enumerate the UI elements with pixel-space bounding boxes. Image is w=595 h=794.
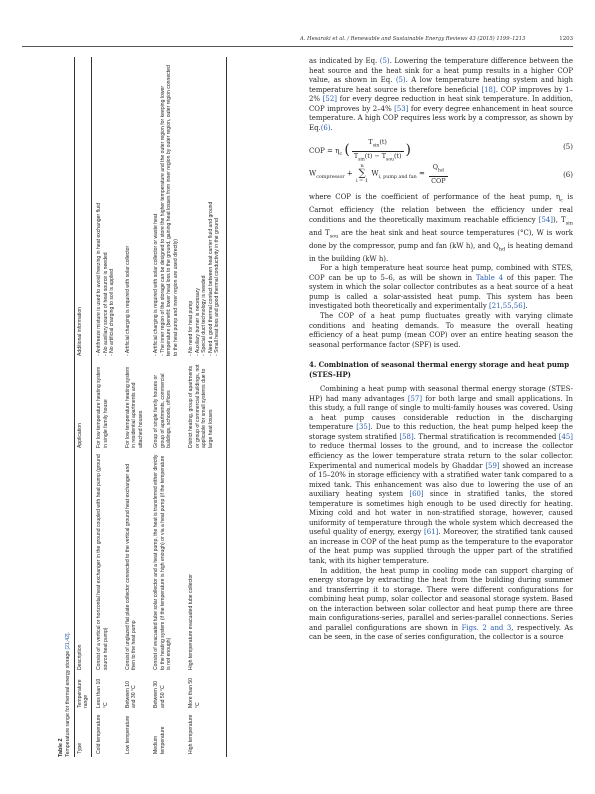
info-item: - Small heat loss and good thermal conductivity in the ground [214, 60, 221, 356]
equation-6: $W_{compressor}$ + n ∑ i = 1 $W_{i, pump and fan}$ = $\frac{Q_{hd}}{\text{COP}}$ (6) [309, 163, 573, 185]
cell-description: Consist of evacuated tube solar collector and a heat pump, the heat is transferred either directly to the heating system (if the temperature is high enough) or via a heat pump (if the temperature is not enough) [153, 454, 173, 670]
cell-info [149, 57, 184, 359]
info-item: - Artificial charging is required with solar collector or waste heat [153, 60, 160, 356]
citation-link[interactable]: [59] [485, 461, 500, 470]
info-item: - Artificial charging is required with solar collector [125, 60, 132, 356]
table-row [149, 57, 184, 757]
cell-description: High temperature evacuated tube collector [184, 451, 226, 673]
body-column [309, 57, 573, 643]
table-row [184, 57, 226, 757]
cell-application: Group of single family houses or group of apartments, commercial buildings, schools, offices [153, 373, 173, 448]
equation-number: (5) [563, 143, 573, 152]
table-2 [58, 57, 288, 757]
citation-link[interactable]: [18] [481, 85, 496, 94]
info-item: - No auxiliary source of heat source is needed [103, 60, 110, 356]
cell-application: District heating, group of apartments or group of commercial buildings, not applicable for small systems due to large heat losses [184, 359, 226, 451]
cell-application: For low temperature heating system in residential apartments and attached houses [124, 366, 144, 448]
temperature-range-table [74, 57, 227, 757]
cell-range: Between 10 and 30 °C [124, 681, 138, 708]
equation-ref[interactable]: (5) [379, 57, 390, 65]
paragraph: For a high temperature heat source heat pump, combined with STES, COP can be up to 5–6, as will be shown in Table 4 of this paper. The system in which the solar collector contributes as a heat source of a heat pump is called a solar-assisted heat pump. This system has been investigated both theoretically and experimentally [21,55,56]. [309, 264, 574, 311]
table-row [121, 57, 150, 757]
col-header-description: Description [75, 451, 92, 673]
table-caption: Temperature range for thermal energy storage [21,42]. [65, 632, 71, 757]
header-rule [22, 46, 573, 47]
paragraph: as indicated by Eq. (5). Lowering the temperature difference between the heat source and the heat sink for a heat pump results in a higher COP value, as shown in Eq. (5). A low temperature heating system and high temperature heat source is therefore beneficial [18]. COP improves by 1–2% [52] for every degree reduction in heat sink temperature. In addition, COP improves by 2–4% [53] for every degree enhancement in heat source temperature. A high COP requires less work by a compressor, as shown by Eq.(6). [309, 57, 574, 132]
running-title: A. Hesaraki et al. / Renewable and Sustainable Energy Reviews 43 (2015) 1199–1213 [300, 36, 526, 42]
citation-link[interactable]: [58] [399, 432, 414, 441]
paragraph: The COP of a heat pump fluctuates greatly with varying climate conditions and heating demands. To measure the overall heating efficiency of a heat pump (mean COP) over an entire heating season the seasonal performance factor (SPF) is used. [309, 311, 573, 349]
citation-link[interactable]: [35] [356, 423, 371, 432]
cell-range: Less than 10 °C [96, 678, 109, 708]
info-item: - No artificial charging to soil is applied [109, 60, 116, 356]
citation-link[interactable]: [52] [322, 95, 337, 104]
table-row [92, 57, 121, 757]
table-caption-ref[interactable]: [21,42] [65, 633, 71, 650]
info-item: - Special duct technology is needed [201, 60, 208, 356]
paragraph: where COP is the coefficient of performance of the heat pump, $\eta_c$ is Carnot efficiency (the relation between the efficiency under real conditions and the theoretically maximum reachable efficiency [54]), $T_{sin}$ and $T_{sou}$ are the heat sink and heat source temperatures (°C), W is work done by the compressor, pump and fan (kW h), and $Q_{hd}$ is heating demand in the building (kW h). [309, 193, 573, 263]
figure-ref[interactable]: Figs. 2 and 3 [461, 623, 512, 632]
page-number: 1203 [559, 36, 573, 42]
cell-range: More than 50 °C [184, 673, 226, 711]
cell-info [121, 57, 150, 359]
info-item: - Antifreeze mixture is used to avoid freezing in heat exchanger fluid [96, 60, 103, 356]
cell-info [92, 57, 121, 359]
paragraph: Combining a heat pump with seasonal thermal energy storage (STES-HP) had many advantages [57] for both large and small applications. In this study, a full range of single to multi-family houses was covered. Using a heat pump causes considerable reduction in the discharging temperature [35]. Due to this reduction, the heat pump helped keep the storage system stratified [58]. Thermal stratification is recommended [45] to reduce thermal losses to the ground, and to increase the collector efficiency as the lower temperature strata return to the solar collector. Experimental and numerical models by Ghaddar [59] showed an increase of 15–20% in storage efficiency with a stratified water tank compared to a mixed tank. This enhancement was also due to lowering the use of an auxiliary heating system [60] since in stratified tanks, the stored temperature is sometimes high enough to be used directly for heating. Mixing cold and hot water in non-stratified storage, however, caused uniformity of temperature through the whole system which decreased the useful quality of energy, exergy [61]. Moreover, the stratified tank caused an increase in COP of the heat pump as the temperature to the evaporator of the heat pump was supplied through the upper part of the stratified tank, with its higher temperature. [309, 385, 573, 565]
info-item: - Need a good thermal contact between heat carrier fluid and ground [208, 60, 215, 356]
citation-link[interactable]: [60] [409, 490, 424, 499]
equation-ref[interactable]: (6) [320, 123, 331, 132]
cell-type: Medium temperature [153, 726, 166, 754]
paragraph: In addition, the heat pump in cooling mode can support charging of energy storage by extracting the heat from the building during summer and transferring it to storage. There were different configurations for combining heat pump, solar collector and seasonal storage system. Based on the interaction between solar collector and heat pump there are three main configurations-series, parallel and series-parallel connections. Series and parallel configurations are shown in Figs. 2 and 3, respectively. As can be seen, in the case of series configuration, the collector is a source [309, 566, 573, 642]
equation-number: (6) [563, 171, 573, 180]
col-header-application: Application [75, 359, 92, 451]
citation-link[interactable]: [21,55,56] [489, 302, 526, 311]
col-header-type: Type [75, 711, 92, 757]
table-header-row [75, 57, 92, 757]
cell-type: Cold temperature [96, 714, 102, 754]
citation-link[interactable]: [53] [394, 104, 409, 113]
info-item: - The inner region of the storage can be designed to store the higher temperature and the outer region for keeping lower temperature (benefit: lower heat loss to the ground, gaining heat losses from inner region by outer region, outer region connected to the heat pump and inner region are used directly) [160, 60, 180, 356]
citation-link[interactable]: [61] [424, 528, 439, 537]
equation-5: COP = $\eta_c$ ( $\frac{T_{sin}(t)}{T_{sin}(t) - T_{sou}(t)}$ ) (5) [309, 138, 573, 162]
col-header-range: Temperature range [75, 673, 92, 711]
citation-link[interactable]: [54] [538, 215, 553, 224]
cell-type: Low temperature [124, 715, 131, 754]
table-ref[interactable]: Table 4 [475, 273, 504, 282]
citation-link[interactable]: [45] [558, 432, 573, 441]
cell-application: For low temperature heating system in single family house [96, 366, 109, 448]
info-item: - No need for heat pump [188, 60, 195, 356]
section-heading: 4. Combination of seasonal thermal energy storage and heat pump (STES-HP) [309, 360, 570, 379]
info-item: - Auxiliary burner is necessary [195, 60, 202, 356]
table-label: Table 2 [58, 738, 64, 757]
cell-range: Between 30 and 50 °C [153, 681, 166, 708]
cell-description: Consist of unglazed flat plate collector connected to the vertical ground heat exchanger and then to the heat pump [124, 463, 138, 670]
cell-description: Consist of a vertical or horizontal heat exchanger in the ground coupled with heat pump (ground source heat pump) [96, 454, 109, 670]
citation-link[interactable]: [57] [407, 394, 423, 403]
col-header-info: Additional information [75, 57, 92, 359]
cell-info [184, 57, 226, 359]
cell-type: High temperature [184, 711, 226, 757]
equation-ref[interactable]: (5) [395, 76, 406, 85]
